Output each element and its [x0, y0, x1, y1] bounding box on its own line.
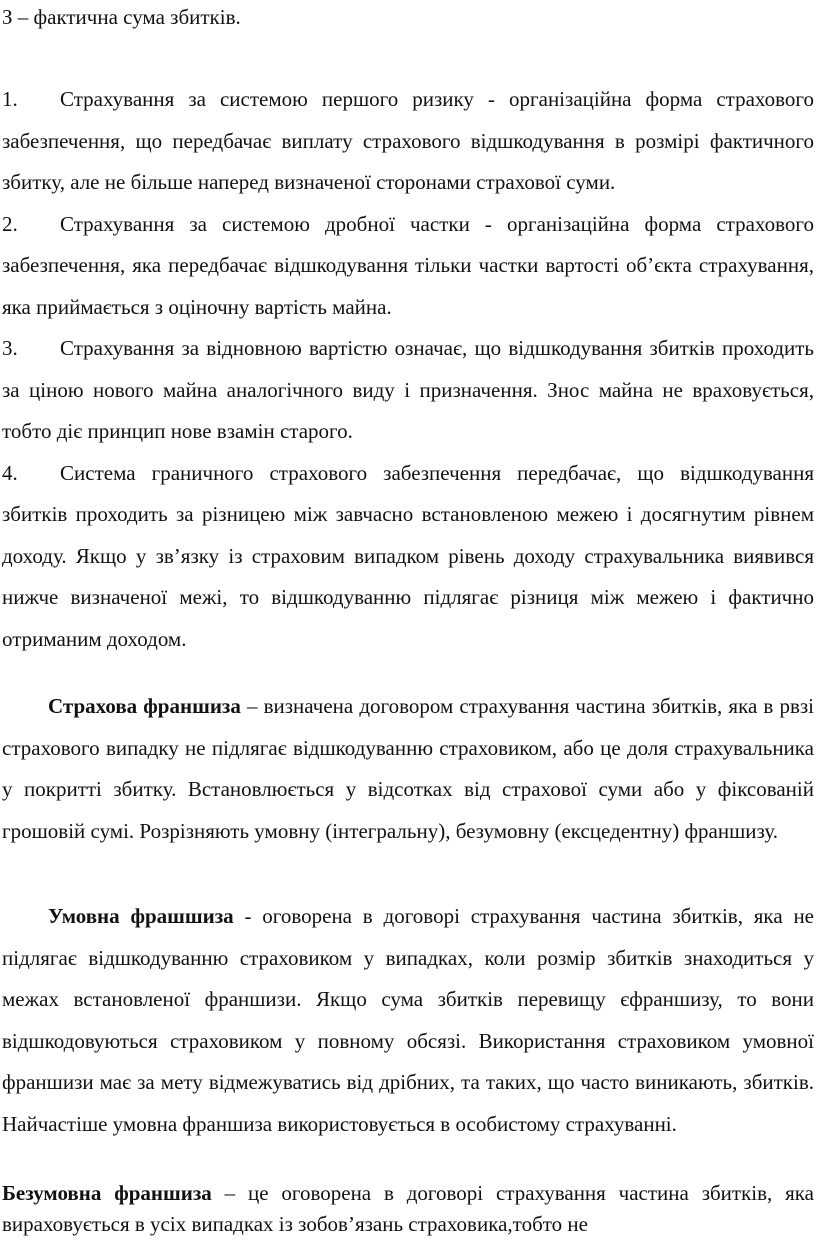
list-item-text: Страхування за відновною вартістю означає, що відшкодування збитків проходить за ціною нового майна аналогічного виду і призначення. Знос майна не враховується, тобто діє принцип нове взамін старого.: [2, 336, 814, 443]
term-heading: Страхова франшиза: [48, 694, 241, 718]
list-item-number: 1.: [2, 87, 18, 111]
list-item: [2, 328, 814, 453]
term-heading: Безумовна франшиза: [2, 1181, 212, 1205]
paragraph-text: – це оговорена в договорі страхування частина збитків, яка вираховується в усіх випадках із зобов’язань страховика,тобто не: [2, 1181, 814, 1236]
numbered-list: [2, 79, 814, 660]
list-item-text: Страхування за системою дробної частки - організаційна форма страхового забезпечення, яка передбачає відшкодування тільки частки вартості об’єкта страхування, яка приймається з оціночну вартість майна.: [2, 211, 814, 319]
paragraph-bezumovna-franshyza: [2, 1178, 814, 1240]
list-item: [2, 79, 814, 204]
list-item: [2, 204, 814, 329]
list-item-number: 3.: [2, 336, 18, 360]
term-heading: Умовна фрашшиза: [48, 904, 234, 928]
list-item-text: Система граничного страхового забезпечення передбачає, що відшкодування збитків проходить за різницею між завчасно встановленою межею і досягнутим рівнем доходу. Якщо у зв’язку із страховим випадком рівень доходу страхувальника виявився нижче визначеної межі, то відшкодуванню підлягає різниця між межею і фактично отриманим доходом.: [2, 460, 814, 651]
paragraph-umovna-franshyza: [2, 896, 814, 1145]
paragraph-strakhova-franshyza: [2, 686, 814, 852]
list-item-number: 2.: [2, 211, 18, 236]
list-item-text: Страхування за системою першого ризику - організаційна форма страхового забезпечення, що передбачає виплату страхового відшкодування в розмірі фактичного збитку, але не більше наперед визначеної сторонами страхової суми.: [2, 87, 814, 194]
paragraph-text: – визначена договором страхування частина збитків, яка в рвзі страхового випадку не підлягає відшкодуванню страховиком, або це доля страхувальника у покритті збитку. Встановлюється у відсотках від страхової суми або у фіксованій грошовій сумі. Розрізняють умовну (інтегральну), безумовну (ексцедентну) франшизу.: [2, 694, 814, 843]
top-line: З – фактична сума збитків.: [2, 5, 241, 29]
list-item: [2, 453, 814, 661]
list-item-number: 4.: [2, 460, 18, 485]
paragraph-text: - оговорена в договорі страхування частина збитків, яка не підлягає відшкодуванню страховиком у випадках, коли розмір збитків знаходиться у межах встановленої франшизи. Якщо сума збитків перевищу єфраншизу, то вони відшкодовуються страховиком у повному обсязі. Використання страховиком умовної франшизи має за мету відмежуватись від дрібних, та таких, що часто виникають, збитків. Найчастіше умовна франшиза використовується в особистому страхуванні.: [2, 904, 815, 1136]
